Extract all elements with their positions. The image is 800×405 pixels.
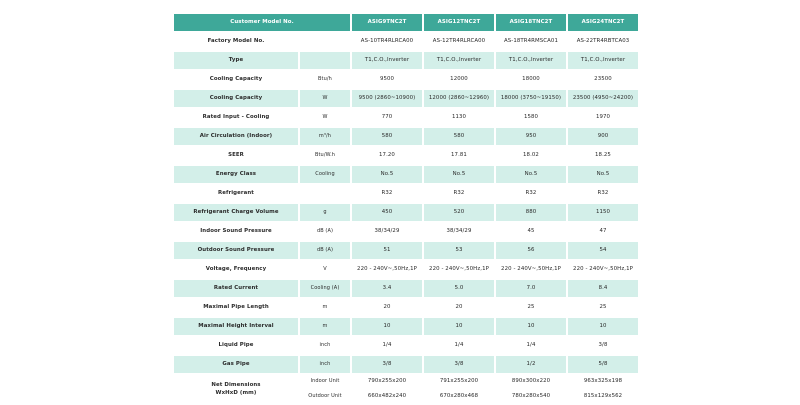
unit-cell: Btu/W.h xyxy=(300,147,350,164)
value-cell: 1130 xyxy=(424,109,494,126)
param-cell: Energy Class xyxy=(174,166,298,183)
value-cell: No.5 xyxy=(568,166,638,183)
value-cell: AS-22TR4RBTCA03 xyxy=(568,33,638,50)
value-cell: 220 - 240V~,50Hz,1P xyxy=(568,261,638,278)
param-cell: Refrigerant Charge Volume xyxy=(174,204,298,221)
value-cell: 780x280x540 xyxy=(496,390,566,403)
value-cell: R32 xyxy=(496,185,566,202)
unit-cell: Outdoor Unit xyxy=(300,390,350,403)
value-cell: 7.0 xyxy=(496,280,566,297)
unit-cell: W xyxy=(300,109,350,126)
param-cell: SEER xyxy=(174,147,298,164)
value-cell: 10 xyxy=(424,318,494,335)
value-cell: No.5 xyxy=(352,166,422,183)
value-cell: 25 xyxy=(496,299,566,316)
value-cell: R32 xyxy=(568,185,638,202)
unit-cell: Btu/h xyxy=(300,71,350,88)
header-row xyxy=(174,14,638,31)
value-cell: 450 xyxy=(352,204,422,221)
value-cell: 1/4 xyxy=(352,337,422,354)
value-cell: 18000 (3750~19150) xyxy=(496,90,566,107)
param-cell: Refrigerant xyxy=(174,185,298,202)
spec-body xyxy=(174,33,638,403)
spec-row xyxy=(174,109,638,126)
spec-row xyxy=(174,128,638,145)
value-cell: 38/34/29 xyxy=(352,223,422,240)
spec-row xyxy=(174,33,638,50)
param-cell: Indoor Sound Pressure xyxy=(174,223,298,240)
value-cell: 38/34/29 xyxy=(424,223,494,240)
value-cell: 25 xyxy=(568,299,638,316)
spec-row xyxy=(174,356,638,373)
spec-row xyxy=(174,261,638,278)
value-cell: 5/8 xyxy=(568,356,638,373)
unit-cell xyxy=(300,52,350,69)
model-header: ASIG9TNC2T xyxy=(352,14,422,31)
value-cell: 3/8 xyxy=(424,356,494,373)
value-cell: 1150 xyxy=(568,204,638,221)
unit-cell: Cooling (A) xyxy=(300,280,350,297)
spec-row xyxy=(174,280,638,297)
value-cell: 51 xyxy=(352,242,422,259)
param-cell: Cooling Capacity xyxy=(174,71,298,88)
spec-row xyxy=(174,337,638,354)
unit-cell: inch xyxy=(300,356,350,373)
spec-row xyxy=(174,318,638,335)
value-cell: 10 xyxy=(496,318,566,335)
value-cell: 220 - 240V~,50Hz,1P xyxy=(424,261,494,278)
value-cell: 9500 (2860~10900) xyxy=(352,90,422,107)
value-cell: 1580 xyxy=(496,109,566,126)
value-cell: 54 xyxy=(568,242,638,259)
spec-row xyxy=(174,71,638,88)
spec-row xyxy=(174,204,638,221)
value-cell: 3.4 xyxy=(352,280,422,297)
value-cell: 23500 (4950~24200) xyxy=(568,90,638,107)
param-cell: Maximal Pipe Length xyxy=(174,299,298,316)
unit-cell: Indoor Unit xyxy=(300,375,350,388)
unit-cell: m xyxy=(300,318,350,335)
value-cell: 890x300x220 xyxy=(496,375,566,388)
spec-row xyxy=(174,299,638,316)
value-cell: 56 xyxy=(496,242,566,259)
value-cell: 880 xyxy=(496,204,566,221)
value-cell: 45 xyxy=(496,223,566,240)
dimension-row-indoor xyxy=(174,375,638,388)
param-cell: Air Circulation (Indoor) xyxy=(174,128,298,145)
value-cell: 660x482x240 xyxy=(352,390,422,403)
value-cell: 10 xyxy=(568,318,638,335)
dimension-label-line2: WxHxD (mm) xyxy=(215,390,257,396)
unit-cell: Cooling xyxy=(300,166,350,183)
value-cell: 790x255x200 xyxy=(352,375,422,388)
unit-cell: inch xyxy=(300,337,350,354)
value-cell: 3/8 xyxy=(352,356,422,373)
value-cell: T1,C.O.,Inverter xyxy=(496,52,566,69)
value-cell: 520 xyxy=(424,204,494,221)
param-cell: Type xyxy=(174,52,298,69)
value-cell: R32 xyxy=(424,185,494,202)
spec-row xyxy=(174,52,638,69)
unit-cell: V xyxy=(300,261,350,278)
value-cell: 580 xyxy=(352,128,422,145)
param-cell: Maximal Height Interval xyxy=(174,318,298,335)
value-cell: 963x325x198 xyxy=(568,375,638,388)
value-cell: 9500 xyxy=(352,71,422,88)
spec-table xyxy=(172,12,640,405)
value-cell: 12000 (2860~12960) xyxy=(424,90,494,107)
param-cell: Cooling Capacity xyxy=(174,90,298,107)
spec-row xyxy=(174,223,638,240)
value-cell: AS-12TR4RLRCA00 xyxy=(424,33,494,50)
value-cell: 950 xyxy=(496,128,566,145)
value-cell: 670x280x468 xyxy=(424,390,494,403)
value-cell: AS-10TR4RLRCA00 xyxy=(352,33,422,50)
value-cell: 18000 xyxy=(496,71,566,88)
value-cell: 220 - 240V~,50Hz,1P xyxy=(352,261,422,278)
unit-cell: dB (A) xyxy=(300,223,350,240)
dimension-label-line1: Net Dimensions xyxy=(211,381,261,388)
dimension-label xyxy=(174,375,298,403)
value-cell: 1970 xyxy=(568,109,638,126)
header-label: Customer Model No. xyxy=(174,14,350,31)
value-cell: 815x129x562 xyxy=(568,390,638,403)
value-cell: T1,C.O.,Inverter xyxy=(424,52,494,69)
spec-row xyxy=(174,147,638,164)
param-cell: Rated Input - Cooling xyxy=(174,109,298,126)
value-cell: No.5 xyxy=(496,166,566,183)
value-cell: 20 xyxy=(352,299,422,316)
value-cell: T1,C.O.,Inverter xyxy=(568,52,638,69)
param-cell: Voltage, Frequency xyxy=(174,261,298,278)
param-cell: Liquid Pipe xyxy=(174,337,298,354)
unit-cell xyxy=(300,33,350,50)
spec-row xyxy=(174,185,638,202)
value-cell: 17.20 xyxy=(352,147,422,164)
value-cell: 18.25 xyxy=(568,147,638,164)
value-cell: 20 xyxy=(424,299,494,316)
value-cell: 1/4 xyxy=(424,337,494,354)
value-cell: 1/2 xyxy=(496,356,566,373)
spec-row xyxy=(174,166,638,183)
value-cell: 791x255x200 xyxy=(424,375,494,388)
value-cell: 10 xyxy=(352,318,422,335)
param-cell: Factory Model No. xyxy=(174,33,298,50)
value-cell: 53 xyxy=(424,242,494,259)
value-cell: 8.4 xyxy=(568,280,638,297)
model-header: ASIG18TNC2T xyxy=(496,14,566,31)
value-cell: 580 xyxy=(424,128,494,145)
param-cell: Outdoor Sound Pressure xyxy=(174,242,298,259)
value-cell: 770 xyxy=(352,109,422,126)
model-header: ASIG24TNC2T xyxy=(568,14,638,31)
value-cell: 12000 xyxy=(424,71,494,88)
value-cell: 220 - 240V~,50Hz,1P xyxy=(496,261,566,278)
unit-cell: g xyxy=(300,204,350,221)
value-cell: 47 xyxy=(568,223,638,240)
unit-cell: m xyxy=(300,299,350,316)
value-cell: R32 xyxy=(352,185,422,202)
value-cell: AS-18TR4RMSCA01 xyxy=(496,33,566,50)
value-cell: 17.81 xyxy=(424,147,494,164)
model-header: ASIG12TNC2T xyxy=(424,14,494,31)
value-cell: 1/4 xyxy=(496,337,566,354)
unit-cell: m³/h xyxy=(300,128,350,145)
unit-cell: dB (A) xyxy=(300,242,350,259)
unit-cell: W xyxy=(300,90,350,107)
param-cell: Gas Pipe xyxy=(174,356,298,373)
value-cell: 3/8 xyxy=(568,337,638,354)
value-cell: 18.02 xyxy=(496,147,566,164)
unit-cell xyxy=(300,185,350,202)
param-cell: Rated Current xyxy=(174,280,298,297)
value-cell: No.5 xyxy=(424,166,494,183)
value-cell: 900 xyxy=(568,128,638,145)
value-cell: 5.0 xyxy=(424,280,494,297)
spec-row xyxy=(174,242,638,259)
value-cell: 23500 xyxy=(568,71,638,88)
spec-row xyxy=(174,90,638,107)
value-cell: T1,C.O.,Inverter xyxy=(352,52,422,69)
